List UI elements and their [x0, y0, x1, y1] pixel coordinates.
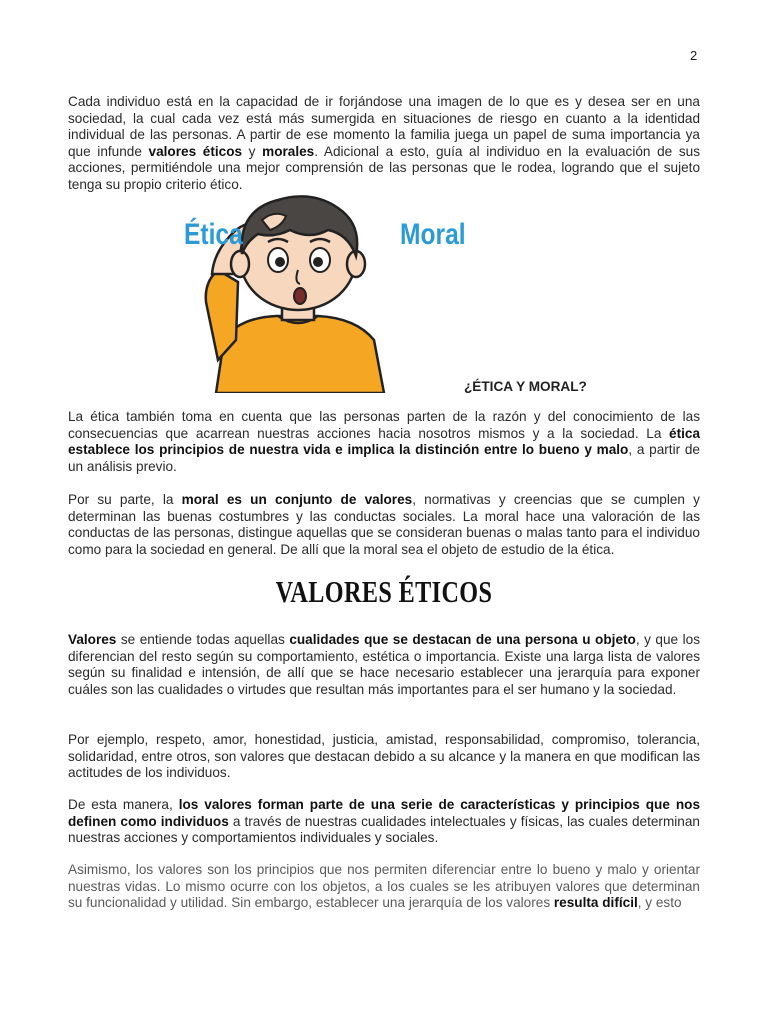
- paragraph-intro: [68, 94, 700, 194]
- bold-text: ética establece los principios de nuestra vida e implica la distinción entre lo bueno y malo: [68, 425, 700, 458]
- bold-text: Valores: [68, 632, 117, 647]
- bold-text: los valores forman parte de una serie de características y principios que nos definen como individuos: [68, 797, 700, 829]
- paragraph-definicion: [68, 797, 700, 847]
- paragraph-ejemplos: [68, 732, 700, 782]
- paragraph-valores: [68, 632, 700, 698]
- text: , y esto: [637, 895, 682, 911]
- text: , a partir de un análisis previo.: [68, 442, 700, 474]
- bold-text: morales: [262, 143, 315, 159]
- etica-moral-illustration: [178, 190, 466, 393]
- text: y: [242, 143, 263, 159]
- text: , y que los diferencian del resto según su comportamiento, estética o importancia. Existe una larga lista de valores según su finalidad e intensión, de allí que se hace necesario establecer una jerarquía para exponer cuáles son las cualidades o virtudes que resultan más importantes para el ser humano y la sociedad.: [68, 632, 700, 697]
- text: Cada individuo está en la capacidad de ir forjándose una imagen de lo que es y desea ser en una sociedad, la cual cada vez está más sumergida en situaciones de riesgo en cuanto a la identidad individual de las personas. A partir de ese momento la familia juega un papel de suma importancia ya que infunde: [68, 94, 700, 159]
- text: . Adicional a esto, guía al individuo en la evaluación de sus acciones, permitiéndole una mejor comprensión de las personas que le rodea, logrando que el sujeto tenga su propio criterio ético.: [68, 143, 700, 192]
- text: Asimismo, los valores son los principios que nos permiten diferenciar entre lo bueno y malo y orientar nuestras vidas. Lo mismo ocurre con los objetos, a los cuales se les atribuyen valores que determinan su funcionalidad y utilidad. Sin embargo, establecer una jerarquía de los valores: [68, 862, 700, 911]
- moral-label: Moral: [400, 218, 466, 251]
- paragraph-asimismo: [68, 862, 700, 912]
- etica-label: Ética: [184, 218, 243, 251]
- paragraph-etica: [68, 409, 700, 475]
- text: Por ejemplo, respeto, amor, honestidad, justicia, amistad, responsabilidad, compromiso, tolerancia, solidaridad, entre otros, son valores que destacan debido a su alcance y la manera en que modifican las actitudes de los individuos.: [68, 732, 700, 781]
- section-heading: VALORES ÉTICOS: [275, 574, 493, 609]
- text: se entiende todas aquellas: [116, 632, 290, 647]
- text: La ética también toma en cuenta que las personas parten de la razón y del conocimiento de las consecuencias que acarrean nuestras acciones hacia nosotros mismos y a la sociedad. La: [68, 409, 700, 441]
- text: De esta manera,: [68, 797, 179, 812]
- page-number: 2: [690, 48, 698, 63]
- text: , normativas y creencias que se cumplen y determinan las buenas costumbres y las conductas sociales. La moral hace una valoración de las conductas de las personas, distingue aquellas que se consideran buenas o malas tanto para el individuo como para la sociedad en general. De allí que la moral sea el objeto de estudio de la ética.: [68, 492, 700, 557]
- image-caption: ¿ÉTICA Y MORAL?: [464, 379, 587, 394]
- text: Por su parte, la: [68, 492, 182, 507]
- text: a través de nuestras cualidades intelectuales y físicas, las cuales determinan nuestras acciones y comportamientos individuales y sociales.: [68, 813, 700, 846]
- bold-text: resulta difícil: [553, 895, 638, 911]
- paragraph-moral: [68, 492, 700, 558]
- bold-text: valores éticos: [148, 143, 243, 159]
- bold-text: moral es un conjunto de valores: [181, 492, 413, 507]
- bold-text: cualidades que se destacan de una persona u objeto: [289, 632, 636, 647]
